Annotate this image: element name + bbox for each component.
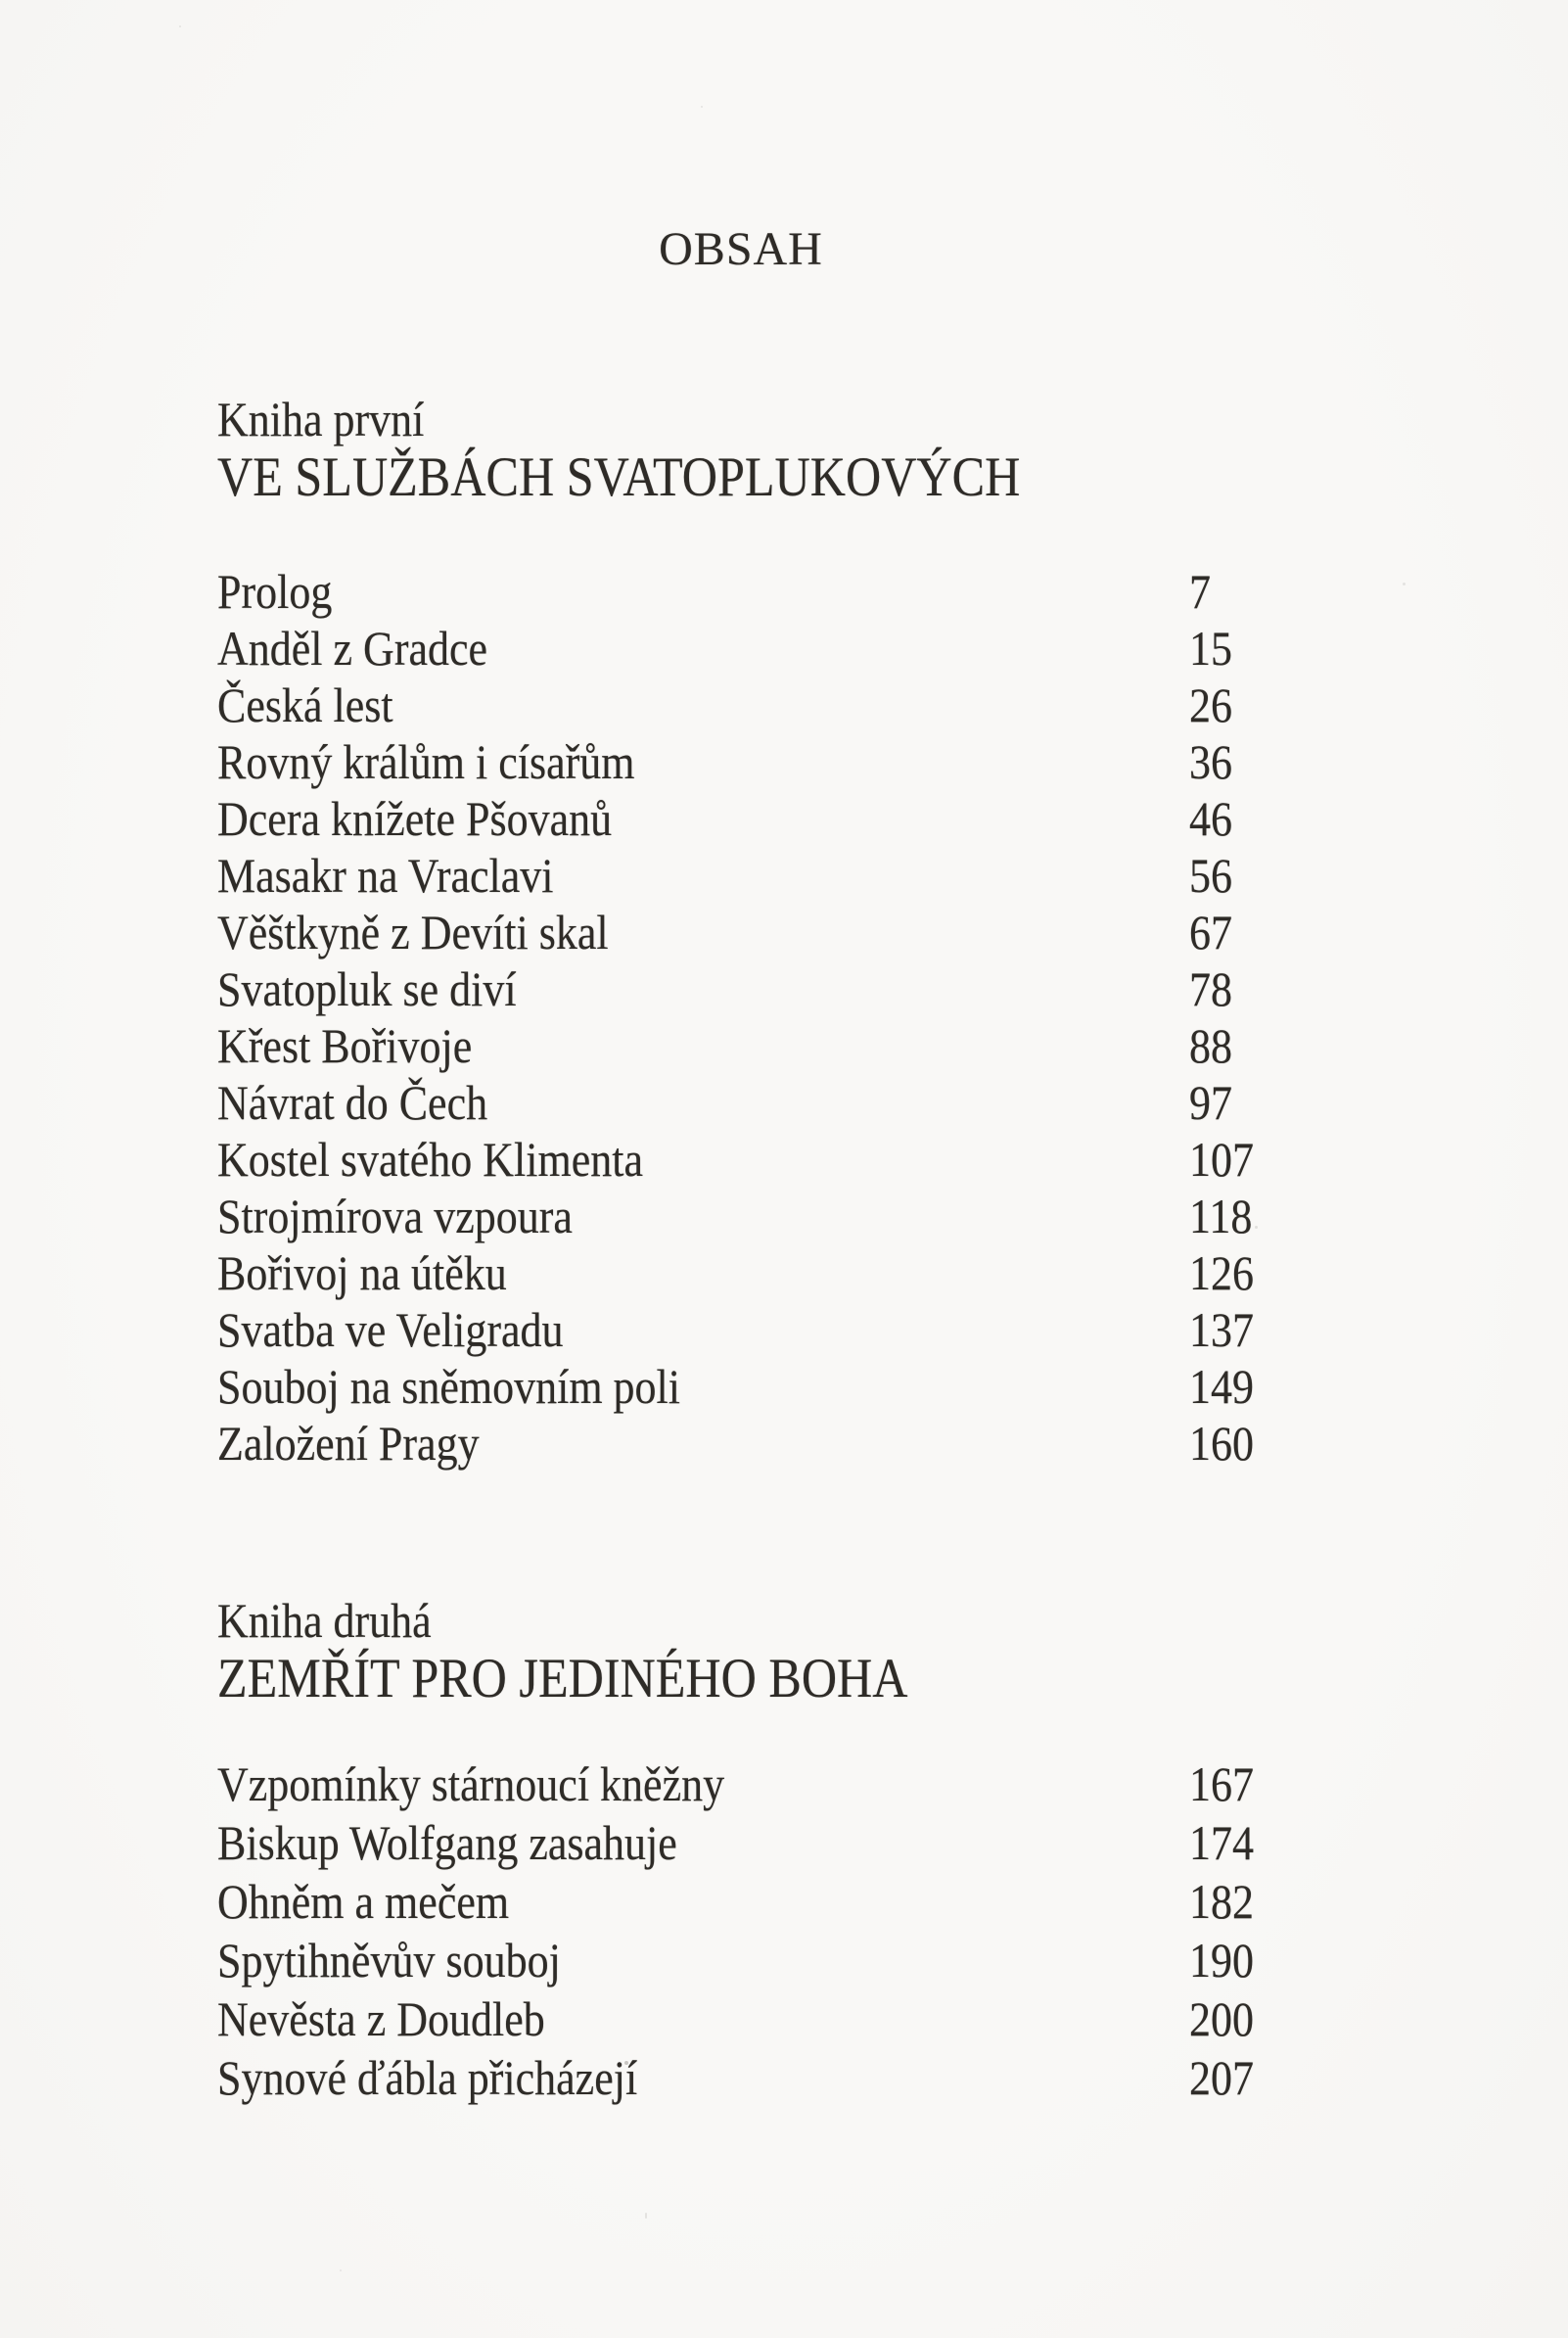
toc-entry <box>0 620 1568 677</box>
chapter-page-number: 107 <box>1189 1132 1254 1187</box>
toc-entry <box>0 1415 1568 1472</box>
chapter-title: Biskup Wolfgang zasahuje <box>217 1815 677 1870</box>
chapter-page-number: 36 <box>1189 734 1232 789</box>
chapter-title: Dcera knížete Pšovanů <box>217 791 613 846</box>
book-1-title-text: VE SLUŽBÁCH SVATOPLUKOVÝCH <box>217 446 1021 508</box>
toc-entry <box>0 1017 1568 1074</box>
toc-entry <box>0 1131 1568 1188</box>
chapter-title: Svatopluk se diví <box>217 961 517 1016</box>
chapter-title: Strojmírova vzpoura <box>217 1189 573 1243</box>
page-title-wrap <box>0 222 1568 277</box>
book-2-label-text: Kniha druhá <box>217 1593 432 1648</box>
chapter-page-number: 167 <box>1189 1756 1254 1811</box>
toc-entry <box>0 1244 1568 1301</box>
toc-entry <box>0 1931 1568 1989</box>
chapter-title: Nevěsta z Doudleb <box>217 1991 545 2046</box>
chapter-page-number: 207 <box>1189 2050 1254 2105</box>
chapter-title: Založení Pragy <box>217 1416 480 1471</box>
chapter-title: Věštkyně z Devíti skal <box>217 905 609 959</box>
chapter-title: Souboj na sněmovním poli <box>217 1359 680 1414</box>
chapter-title: Prolog <box>217 564 333 619</box>
chapter-title: Anděl z Gradce <box>217 621 488 676</box>
chapter-title: Bořivoj na útěku <box>217 1245 507 1300</box>
chapter-page-number: 174 <box>1189 1815 1254 1870</box>
book-2-toc-list <box>0 1754 1568 2107</box>
chapter-title: Rovný králům i císařům <box>217 734 635 789</box>
toc-entry <box>0 2048 1568 2107</box>
scan-speck <box>179 25 181 27</box>
chapter-page-number: 67 <box>1189 905 1232 959</box>
book-2-title <box>217 1650 1002 1708</box>
chapter-page-number: 160 <box>1189 1416 1254 1471</box>
toc-entry <box>0 1813 1568 1872</box>
chapter-page-number: 78 <box>1189 961 1232 1016</box>
chapter-page-number: 97 <box>1189 1075 1232 1130</box>
chapter-page-number: 88 <box>1189 1018 1232 1073</box>
toc-entry <box>0 1358 1568 1415</box>
chapter-page-number: 200 <box>1189 1991 1254 2046</box>
toc-entry <box>0 847 1568 904</box>
toc-entry <box>0 1301 1568 1358</box>
toc-entry <box>0 1989 1568 2048</box>
toc-entry <box>0 1074 1568 1131</box>
toc-entry <box>0 733 1568 790</box>
toc-entry <box>0 1872 1568 1931</box>
toc-entry <box>0 563 1568 620</box>
chapter-page-number: 126 <box>1189 1245 1254 1300</box>
chapter-title: Česká lest <box>217 678 393 732</box>
chapter-title: Návrat do Čech <box>217 1075 488 1130</box>
scan-speck <box>645 2213 647 2219</box>
book-1-heading <box>217 390 1130 507</box>
book-1-label-text: Kniha první <box>217 392 425 446</box>
scan-speck <box>340 2269 342 2271</box>
book-2-label <box>217 1591 1002 1650</box>
chapter-page-number: 137 <box>1189 1302 1254 1357</box>
toc-entry <box>0 677 1568 733</box>
chapter-page-number: 26 <box>1189 678 1232 732</box>
scan-speck <box>701 106 703 108</box>
book-1-toc-list <box>0 563 1568 1472</box>
chapter-page-number: 182 <box>1189 1874 1254 1929</box>
chapter-title: Masakr na Vraclavi <box>217 848 554 903</box>
chapter-page-number: 7 <box>1189 564 1211 619</box>
chapter-title: Kostel svatého Klimenta <box>217 1132 644 1187</box>
book-1-title <box>217 448 1130 507</box>
chapter-page-number: 46 <box>1189 791 1232 846</box>
book-1-label <box>217 390 1130 448</box>
chapter-page-number: 15 <box>1189 621 1232 676</box>
chapter-title: Synové ďábla přicházejí <box>217 2050 638 2105</box>
chapter-title: Spytihněvův souboj <box>217 1933 561 1987</box>
chapter-title: Ohněm a mečem <box>217 1874 510 1929</box>
toc-entry <box>0 904 1568 960</box>
toc-entry <box>0 1188 1568 1244</box>
chapter-title: Vzpomínky stárnoucí kněžny <box>217 1756 725 1811</box>
chapter-page-number: 56 <box>1189 848 1232 903</box>
book-2-title-text: ZEMŘÍT PRO JEDINÉHO BOHA <box>217 1648 908 1709</box>
chapter-page-number: 118 <box>1189 1189 1253 1243</box>
page-title: OBSAH <box>659 223 823 275</box>
chapter-title: Křest Bořivoje <box>217 1018 473 1073</box>
toc-entry <box>0 960 1568 1017</box>
chapter-page-number: 149 <box>1189 1359 1254 1414</box>
toc-entry <box>0 790 1568 847</box>
book-2-heading <box>217 1591 1002 1708</box>
chapter-title: Svatba ve Veligradu <box>217 1302 564 1357</box>
chapter-page-number: 190 <box>1189 1933 1254 1987</box>
toc-entry <box>0 1754 1568 1813</box>
